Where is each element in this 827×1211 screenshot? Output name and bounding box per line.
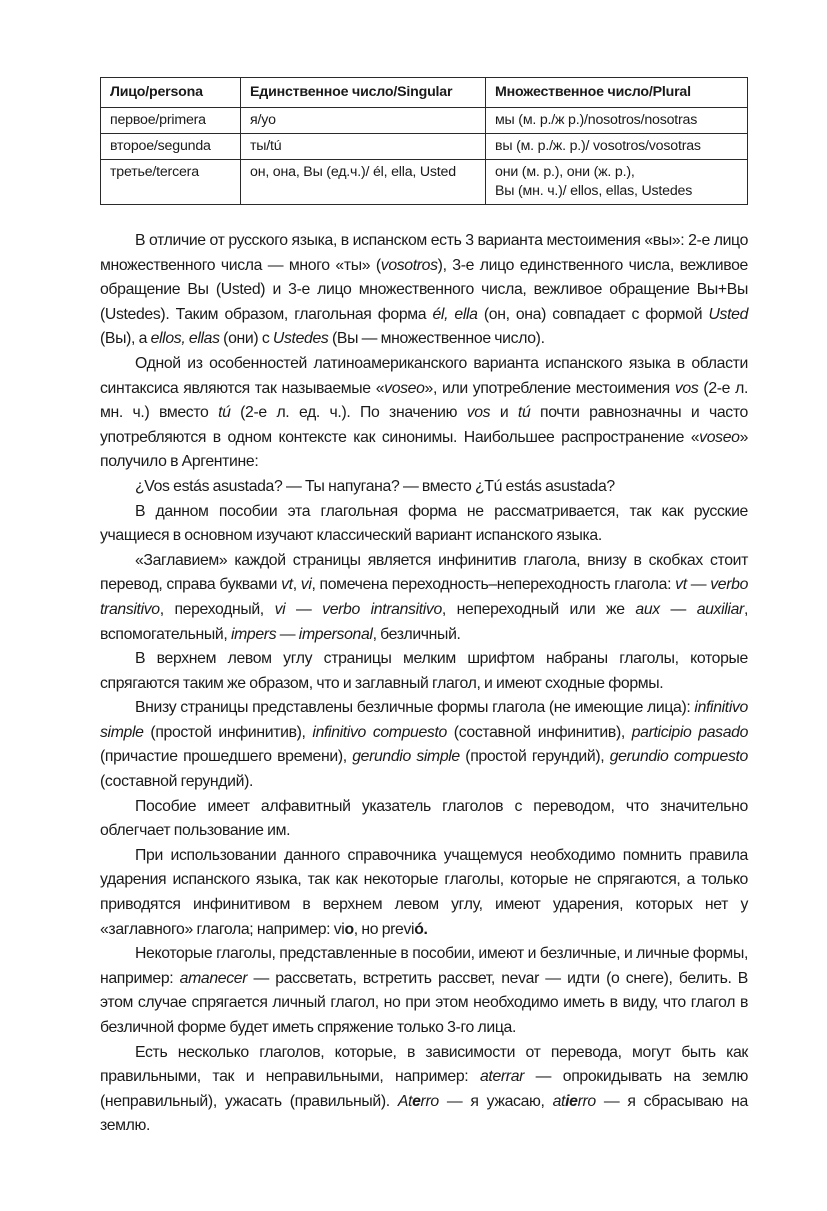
- header-singular: Единственное число/Singular: [241, 78, 486, 108]
- cell-singular: я/yo: [241, 108, 486, 134]
- header-person: Лицо/persona: [101, 78, 241, 108]
- cell-person: первое/primera: [101, 108, 241, 134]
- cell-plural: вы (м. р./ж. р.)/ vosotros/vosotras: [486, 134, 748, 160]
- cell-plural: мы (м. р./ж р.)/nosotros/nosotras: [486, 108, 748, 134]
- paragraph: В верхнем левом углу страницы мелким шрифтом набраны глаголы, которые спрягаются таким же образом, что и заглавный глагол, и имеют сходные формы.: [100, 650, 748, 692]
- paragraph: Есть несколько глаголов, которые, в зависимости от перевода, могут быть как правильными, так и неправильными, например: aterrar — опрокидывать на землю (неправильный), ужасать (правильный). Aterro — я ужасаю, atierro — я сбрасываю на землю.: [100, 1043, 748, 1135]
- table-header-row: [101, 78, 748, 108]
- header-plural: Множественное число/Plural: [486, 78, 748, 108]
- paragraph: Одной из особенностей латиноамериканского варианта испанского языка в области синтаксиса являются так называемые «voseo», или употребление местоимения vos (2-е л. мн. ч.) вместо tú (2-е л. ед. ч.). По значению vos и tú почти равнозначны и часто употребляются в одном контексте как синонимы. Наибольшее распространение «voseo» получило в Аргентине:: [100, 354, 748, 471]
- paragraph: В отличие от русского языка, в испанском есть 3 варианта местоимения «вы»: 2-е лицо множественного числа — много «ты» (vosotros), 3-е лицо единственного числа, вежливое обращение Вы (Usted) и 3-е лицо множественного числа, вежливое обращение Вы+Вы (Ustedes). Таким образом, глагольная форма él, ella (он, она) совпадает с формой Usted (Вы), а ellos, ellas (они) с Ustedes (Вы — множественное число).: [100, 232, 749, 348]
- cell-plural-line2: Вы (мн. ч.)/ ellos, ellas, Ustedes: [495, 183, 693, 199]
- body-text: [100, 229, 748, 1139]
- example-sentence: ¿Vos estás asustada? — Ты напугана? — вместо ¿Tú estás asustada?: [135, 477, 615, 495]
- cell-singular: он, она, Вы (ед.ч.)/ él, ella, Usted: [241, 160, 486, 205]
- cell-plural: [486, 160, 748, 205]
- paragraph: В данном пособии эта глагольная форма не рассматривается, так как русские учащиеся в основном изучают классический вариант испанского языка.: [100, 502, 748, 545]
- cell-person: третье/tercera: [101, 160, 241, 205]
- cell-plural-line1: они (м. р.), они (ж. р.),: [495, 164, 635, 180]
- table-row: [101, 108, 748, 134]
- paragraph: При использовании данного справочника учащемуся необходимо помнить правила ударения испанского языка, так как некоторые глаголы, которые не спрягаются, а только приводятся инфинитивом в верхнем левом углу, имеют ударения, которых нет у «заглавного» глагола; например: vio, но previó.: [100, 846, 748, 938]
- paragraph: Внизу страницы представлены безличные формы глагола (не имеющие лица): infinitivo simple (простой инфинитив), infinitivo compuesto (составной инфинитив), participio pasado (причастие прошедшего времени), gerundio simple (простой герундий), gerundio compuesto (составной герундий).: [100, 699, 749, 791]
- table-row: [101, 160, 748, 205]
- table-row: [101, 134, 748, 160]
- paragraph: Пособие имеет алфавитный указатель глаголов с переводом, что значительно облегчает пользование им.: [100, 797, 748, 840]
- pronoun-table: [100, 77, 748, 205]
- paragraph: «Заглавием» каждой страницы является инфинитив глагола, внизу в скобках стоит перевод, справа буквами vt, vi, помечена переходность–непереходность глагола: vt — verbo transitivo, переходный, vi — verbo intransitivo, непереходный или же aux — auxiliar, вспомогательный, impers — impersonal, безличный.: [100, 551, 748, 643]
- paragraph: Некоторые глаголы, представленные в пособии, имеют и безличные, и личные формы, например: amanecer — рассветать, встретить рассвет, nevar — идти (о снеге), белить. В этом случае спрягается личный глагол, но при этом необходимо иметь в виду, что глагол в безличной форме будет иметь спряжение только 3-го лица.: [100, 945, 748, 1036]
- cell-person: второе/segunda: [101, 134, 241, 160]
- cell-singular: ты/tú: [241, 134, 486, 160]
